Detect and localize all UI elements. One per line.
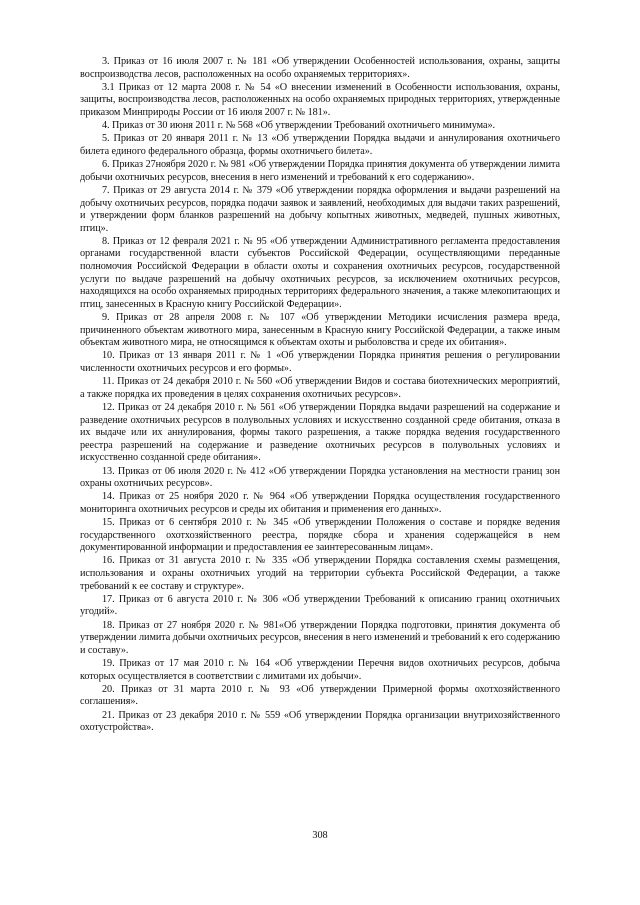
- paragraph: 16. Приказ от 31 августа 2010 г. № 335 «Об утверждении Порядка составления схемы размещения, использования и охраны охотничьих угодий на территории субъекта Российской Федерации, а также требований к ее составу и структуре».: [80, 555, 560, 592]
- paragraph: 13. Приказ от 06 июля 2020 г. № 412 «Об утверждении Порядка установления на местности границ зон охраны охотничьих ресурсов».: [80, 465, 560, 490]
- paragraph: 14. Приказ от 25 ноября 2020 г. № 964 «Об утверждении Порядка осуществления государственного мониторинга охотничьих ресурсов и среды их обитания и применения его данных».: [80, 491, 560, 515]
- paragraph: 19. Приказ от 17 мая 2010 г. № 164 «Об утверждении Перечня видов охотничьих ресурсов, добыча которых осуществляется в соответствии с лимитами их добычи».: [80, 658, 560, 682]
- paragraph: 11. Приказ от 24 декабря 2010 г. № 560 «Об утверждении Видов и состава биотехнических мероприятий, а также порядка их проведения в целях сохранения охотничьих ресурсов».: [80, 376, 560, 400]
- paragraph: 18. Приказ от 27 ноября 2020 г. № 981«Об утверждении Порядка подготовки, принятия документа об утверждении лимита добычи охотничьих ресурсов, внесения в него изменений и требований к его содержанию и составу».: [80, 619, 560, 656]
- document-body: [80, 56, 560, 735]
- paragraph: 9. Приказ от 28 апреля 2008 г. № 107 «Об утверждении Методики исчисления размера вреда, причиненного объектам животного мира, занесенным в Красную книгу Российской Федерации, а также иным объектам животного мира, не относящимся к объектам охоты и рыболовства и среде их обитания».: [80, 312, 560, 349]
- paragraph: 12. Приказ от 24 декабря 2010 г. № 561 «Об утверждении Порядка выдачи разрешений на содержание и разведение охотничьих ресурсов в полувольных условиях и искусственно созданной среде обитания, отказа в их выдаче или их аннулирования, формы такого разрешения, а также порядка ведения государственного реестра разрешений на содержание и разведение охотничьих ресурсов в полувольных условиях и искусственно созданной среде обитания».: [80, 401, 560, 464]
- page-number: 308: [312, 830, 328, 841]
- paragraph: 4. Приказ от 30 июня 2011 г. № 568 «Об утверждении Требований охотничьего минимума».: [102, 120, 496, 132]
- paragraph: 20. Приказ от 31 марта 2010 г. № 93 «Об утверждении Примерной формы охотхозяйственного соглашения».: [80, 683, 560, 708]
- paragraph: 3. Приказ от 16 июля 2007 г. № 181 «Об утверждении Особенностей использования, охраны, защиты воспроизводства лесов, расположенных на особо охраняемых территориях».: [80, 56, 560, 80]
- paragraph: 3.1 Приказ от 12 марта 2008 г. № 54 «О внесении изменений в Особенности использования, охраны, защиты, воспроизводства лесов, расположенных на особо охраняемых природных территориях, утвержденные приказом Минприроды России от 16 июля 2007 г. № 181».: [80, 81, 560, 118]
- paragraph: 7. Приказ от 29 августа 2014 г. № 379 «Об утверждении порядка оформления и выдачи разрешений на добычу охотничьих ресурсов, порядка подачи заявок и заявлений, необходимых для выдачи таких разрешений, и утверждении форм бланков разрешений на добычу копытных животных, медведей, пушных животных, птиц».: [80, 184, 560, 234]
- paragraph: 6. Приказ 27ноября 2020 г. № 981 «Об утверждении Порядка принятия документа об утверждении лимита добычи охотничьих ресурсов, внесения в него изменений и требований к его содержанию».: [80, 159, 560, 183]
- paragraph: 5. Приказ от 20 января 2011 г. № 13 «Об утверждении Порядка выдачи и аннулирования охотничьего билета единого федерального образца, формы охотничьего билета».: [80, 133, 560, 157]
- paragraph: 10. Приказ от 13 января 2011 г. № 1 «Об утверждении Порядка принятия решения о регулировании численности охотничьих ресурсов и его формы».: [80, 350, 560, 374]
- paragraph: 17. Приказ от 6 августа 2010 г. № 306 «Об утверждении Требований к описанию границ охотничьих угодий».: [80, 593, 560, 618]
- paragraph: 21. Приказ от 23 декабря 2010 г. № 559 «Об утверждении Порядка организации внутрихозяйственного охотустройства».: [80, 709, 560, 734]
- paragraph: 8. Приказ от 12 февраля 2021 г. № 95 «Об утверждении Административного регламента предоставления органами государственной власти субъектов Российской Федерации, осуществляющими переданные полномочия Российской Федерации в области охоты и сохранения охотничьих ресурсов, государственной услуги по выдаче разрешений на добычу охотничьих ресурсов, за исключением охотничьих ресурсов, находящихся на особо охраняемых природных территориях федерального значения, а также млекопитающих и птиц, занесенных в Красную книгу Российской Федерации».: [80, 235, 560, 310]
- paragraph: 15. Приказ от 6 сентября 2010 г. № 345 «Об утверждении Положения о составе и порядке ведения государственного охотхозяйственного реестра, порядке сбора и хранения содержащейся в нем документированной информации и предоставления ее заинтересованным лицам».: [80, 517, 560, 554]
